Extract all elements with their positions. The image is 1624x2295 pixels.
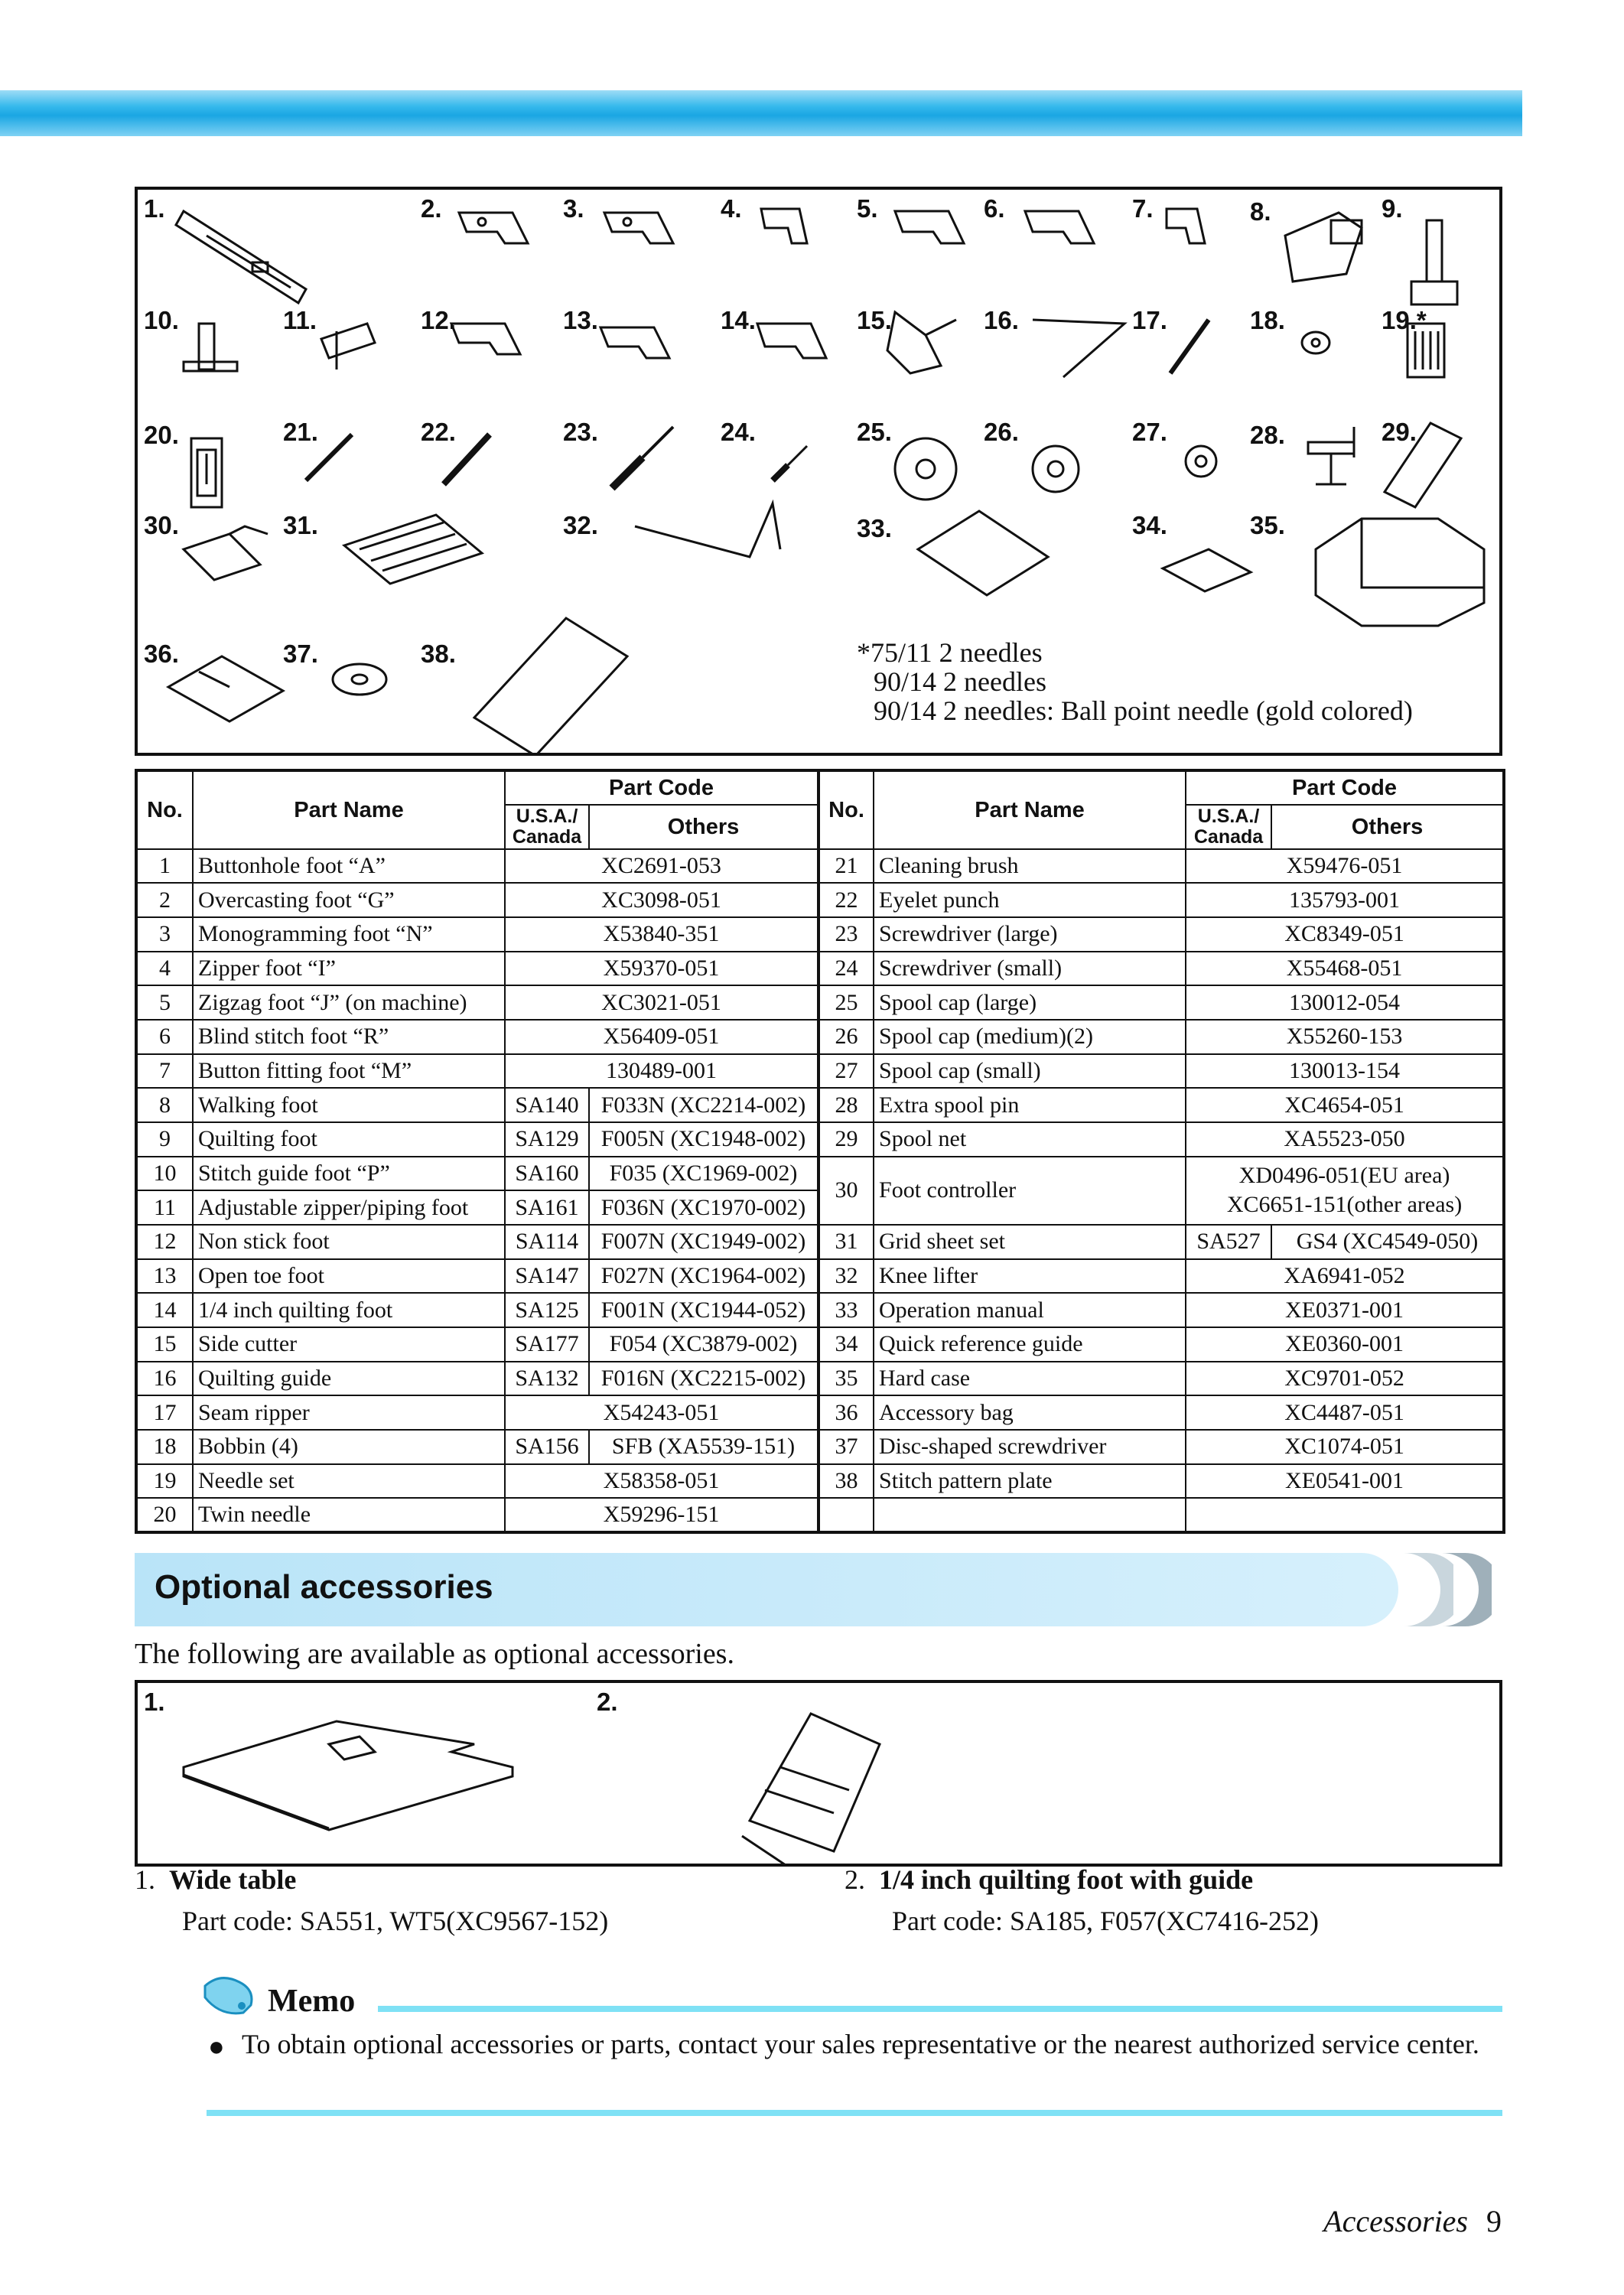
part-code-usa: SA177 [505,1327,589,1362]
part-name: Extra spool pin [874,1088,1186,1122]
table-row [136,1157,1504,1191]
part-code: 135793-001 [1186,883,1504,917]
footer-section: Accessories [1323,2204,1468,2238]
part-name: Seam ripper [193,1395,505,1430]
part-code: XC4654-051 [1186,1088,1504,1122]
header-part-code: Part Code [505,770,819,805]
part-name: Zigzag foot “J” (on machine) [193,985,505,1020]
part-name: Eyelet punch [874,883,1186,917]
item-label: 14. [721,306,756,334]
part-code-others: F001N (XC1944-052) [589,1293,819,1327]
eyelet-punch-icon [444,435,490,484]
spool-cap-large-icon [895,438,956,500]
walking-foot-icon [1285,213,1362,282]
wide-table-icon [184,1721,513,1830]
part-code: X55260-153 [1186,1020,1504,1054]
header-usa-canada: U.S.A./ Canada [505,805,589,849]
part-name: Hard case [874,1362,1186,1396]
part-code [1186,1157,1504,1225]
item-label: 8. [1250,197,1271,226]
part-code-usa: SA132 [505,1362,589,1396]
part-name: Spool cap (medium)(2) [874,1020,1186,1054]
presser-foot-icon [1167,209,1205,243]
part-name: Twin needle [193,1498,505,1532]
empty-cell [1186,1498,1504,1532]
part-number: 9 [136,1122,193,1157]
bullet-icon: ● [208,2030,225,2062]
part-number: 20 [136,1498,193,1532]
item-label: 36. [144,640,179,668]
part-number: 33 [819,1293,874,1327]
part-code: XE0360-001 [1186,1327,1504,1362]
memo-divider [378,2006,1502,2012]
part-code: X59476-051 [1186,849,1504,884]
part-code: X59296-151 [505,1498,819,1532]
header-no: No. [136,770,193,849]
part-number: 19 [136,1464,193,1499]
part-code-others: F016N (XC2215-002) [589,1362,819,1396]
part-number: 5 [136,985,193,1020]
part-code-usa: SA140 [505,1088,589,1122]
presser-foot-icon [1025,211,1094,243]
part-number: 4 [136,952,193,986]
item-label: 33. [857,514,892,542]
part-name: Adjustable zipper/piping foot [193,1190,505,1225]
item-label: 22. [421,418,456,446]
optional-item-2 [845,1864,1319,1937]
part-number: 3 [136,917,193,952]
part-number: 38 [819,1464,874,1499]
part-name: Foot controller [874,1157,1186,1225]
presser-foot-icon [757,324,826,358]
part-code-others: F007N (XC1949-002) [589,1225,819,1259]
part-name: Quick reference guide [874,1327,1186,1362]
table-row [136,883,1504,917]
part-code: 130013-154 [1186,1054,1504,1089]
part-code: X54243-051 [505,1395,819,1430]
item-label: 20. [144,421,179,449]
part-code-usa: SA114 [505,1225,589,1259]
item-label: 10. [144,306,179,334]
part-code-usa: SA156 [505,1430,589,1464]
item-label: 24. [721,418,756,446]
part-code-usa: SA160 [505,1157,589,1191]
stitch-guide-foot-icon [184,324,237,371]
presser-foot-icon [459,213,528,243]
part-name: Spool cap (small) [874,1054,1186,1089]
page-number: 9 [1486,2204,1502,2238]
part-number: 26 [819,1020,874,1054]
part-code: X55468-051 [1186,952,1504,986]
part-number: 22 [819,883,874,917]
item-label: 16. [984,306,1019,334]
table-row [136,1498,1504,1532]
item-label: 30. [144,511,179,539]
part-name: Side cutter [193,1327,505,1362]
item-label: 1. [144,194,165,223]
part-number: 6 [136,1020,193,1054]
part-number: 24 [819,952,874,986]
empty-cell [819,1498,874,1532]
needle-note [857,638,1413,725]
part-number: 37 [819,1430,874,1464]
disc-screwdriver-icon [333,664,386,695]
item-label: 4. [721,194,742,223]
spool-cap-medium-icon [1033,446,1079,492]
part-number: 10 [136,1157,193,1191]
item-label: 27. [1132,418,1167,446]
part-name: Open toe foot [193,1259,505,1294]
table-row [136,1362,1504,1396]
part-number: 16 [136,1362,193,1396]
part-number: 18 [136,1430,193,1464]
needle-note-line2: 90/14 2 needles [874,666,1046,697]
part-code-others: F033N (XC2214-002) [589,1088,819,1122]
needle-note-line1: *75/11 2 needles [857,637,1043,668]
item-label: 31. [283,511,318,539]
part-code-others: F035 (XC1969-002) [589,1157,819,1191]
part-number: 13 [136,1259,193,1294]
item-label: 12. [421,306,456,334]
part-number: 23 [819,917,874,952]
part-code: XC1074-051 [1186,1430,1504,1464]
part-name: Disc-shaped screwdriver [874,1430,1186,1464]
presser-foot-icon [761,209,807,243]
part-code-others: SFB (XA5539-151) [589,1430,819,1464]
optional-item-1 [135,1864,608,1937]
part-number: 35 [819,1362,874,1396]
operation-manual-icon [918,511,1048,595]
optional-intro: The following are available as optional accessories. [135,1638,734,1670]
part-name: Knee lifter [874,1259,1186,1294]
item-label: 25. [857,418,892,446]
part-name: Monogramming foot “N” [193,917,505,952]
item-label: 11. [283,306,317,334]
cleaning-brush-icon [306,435,352,480]
part-name: Zipper foot “I” [193,952,505,986]
part-number: 31 [819,1225,874,1259]
part-name: Stitch pattern plate [874,1464,1186,1499]
part-code-others: GS4 (XC4549-050) [1271,1225,1504,1259]
needle-note-line3: 90/14 2 needles: Ball point needle (gold colored) [874,695,1413,726]
seam-ripper-icon [1170,320,1209,373]
quilting-guide-icon [1033,320,1124,377]
quick-reference-icon [1163,549,1251,591]
part-code: X53840-351 [505,917,819,952]
spool-net-icon [1385,423,1461,507]
presser-foot-icon [451,324,520,354]
part-code: XE0541-001 [1186,1464,1504,1499]
optional-illustrations [138,1683,1499,1864]
item-label: 23. [563,418,598,446]
screwdriver-large-icon [612,427,673,488]
item-title: 1/4 inch quilting foot with guide [879,1864,1254,1895]
part-code: XE0371-001 [1186,1293,1504,1327]
part-number: 32 [819,1259,874,1294]
part-number: 1 [136,849,193,884]
part-code: X56409-051 [505,1020,819,1054]
part-name: 1/4 inch quilting foot [193,1293,505,1327]
part-number: 30 [819,1157,874,1225]
quilting-foot-icon [1411,220,1457,304]
spool-cap-small-icon [1186,446,1216,477]
part-code-usa: SA147 [505,1259,589,1294]
part-code-others: F005N (XC1948-002) [589,1122,819,1157]
part-name: Quilting foot [193,1122,505,1157]
part-code: XC3098-051 [505,883,819,917]
part-code: X59370-051 [505,952,819,986]
header-usa-canada: U.S.A./ Canada [1186,805,1271,849]
grid-sheet-icon [344,515,482,584]
item-label: 26. [984,418,1019,446]
header-part-name: Part Name [193,770,505,849]
part-name: Overcasting foot “G” [193,883,505,917]
item-part-code: Part code: SA185, F057(XC7416-252) [892,1906,1319,1936]
item-label: 28. [1250,421,1285,449]
part-name: Operation manual [874,1293,1186,1327]
part-number: 14 [136,1293,193,1327]
part-code: 130012-054 [1186,985,1504,1020]
part-number: 34 [819,1327,874,1362]
parts-table [135,769,1505,1534]
part-name: Blind stitch foot “R” [193,1020,505,1054]
part-number: 11 [136,1190,193,1225]
part-name: Spool cap (large) [874,985,1186,1020]
presser-foot-icon [600,327,669,358]
item-label: 21. [283,418,318,446]
header-part-name: Part Name [874,770,1186,849]
part-code-line: XD0496-051(EU area) [1238,1163,1450,1189]
table-row [136,1293,1504,1327]
table-row [136,1464,1504,1499]
accessory-bag-icon [168,656,283,721]
item-label: 2. [597,1688,618,1716]
part-name: Bobbin (4) [193,1430,505,1464]
part-number: 8 [136,1088,193,1122]
part-code-others: F054 (XC3879-002) [589,1327,819,1362]
item-label: 37. [283,640,318,668]
part-number: 2 [136,883,193,917]
optional-accessories-header [135,1553,1398,1626]
part-code: 130489-001 [505,1054,819,1089]
part-code: XA6941-052 [1186,1259,1504,1294]
table-row [136,917,1504,952]
part-number: 36 [819,1395,874,1430]
memo-bell-icon [197,1971,259,2017]
part-code: XC2691-053 [505,849,819,884]
header-no: No. [819,770,874,849]
memo-text: To obtain optional accessories or parts, contact your sales representative or the nearest authorized service center. [242,2029,1479,2059]
table-row [136,985,1504,1020]
part-name: Non stick foot [193,1225,505,1259]
part-code: X58358-051 [505,1464,819,1499]
part-code: XC3021-051 [505,985,819,1020]
knee-lifter-icon [635,503,780,557]
header-part-code: Part Code [1186,770,1504,805]
part-number: 12 [136,1225,193,1259]
part-name: Grid sheet set [874,1225,1186,1259]
part-number: 29 [819,1122,874,1157]
foot-controller-icon [184,526,268,580]
part-number: 28 [819,1088,874,1122]
memo-bottom-divider [207,2110,1502,2116]
item-label: 29. [1382,418,1417,446]
header-others: Others [1271,805,1504,849]
part-code-usa: SA125 [505,1293,589,1327]
extra-spool-pin-icon [1308,427,1354,484]
item-label: 9. [1382,194,1403,223]
part-name: Stitch guide foot “P” [193,1157,505,1191]
item-label: 1. [144,1688,165,1716]
stitch-plate-icon [474,618,627,753]
part-name: Cleaning brush [874,849,1186,884]
part-number: 17 [136,1395,193,1430]
part-number: 25 [819,985,874,1020]
header-others: Others [589,805,819,849]
item-label: 38. [421,640,456,668]
part-code-others: F027N (XC1964-002) [589,1259,819,1294]
item-label: 19.* [1382,306,1427,334]
section-title: Optional accessories [155,1568,493,1606]
item-label: 13. [563,306,598,334]
table-row [136,849,1504,884]
side-cutter-icon [887,312,956,373]
empty-cell [874,1498,1186,1532]
item-label: 17. [1132,306,1167,334]
part-code-line: XC6651-151(other areas) [1226,1192,1463,1218]
table-row [136,952,1504,986]
item-label: 7. [1132,194,1154,223]
table-row [136,1020,1504,1054]
table-row [136,1225,1504,1259]
part-name: Quilting guide [193,1362,505,1396]
item-label: 2. [421,194,442,223]
item-number: 2. [845,1864,865,1895]
item-number: 1. [135,1864,155,1895]
table-row [136,1122,1504,1157]
presser-foot-icon [604,213,673,243]
part-name: Button fitting foot “M” [193,1054,505,1089]
table-row [136,1088,1504,1122]
part-code-usa: SA161 [505,1190,589,1225]
top-color-band [0,90,1522,136]
optional-figure [135,1680,1502,1867]
part-name: Buttonhole foot “A” [193,849,505,884]
twin-needle-icon [191,438,222,507]
part-name: Screwdriver (large) [874,917,1186,952]
part-number: 27 [819,1054,874,1089]
buttonhole-foot-icon [176,211,306,303]
part-name: Walking foot [193,1088,505,1122]
part-code: XA5523-050 [1186,1122,1504,1157]
zipper-foot-icon [321,324,375,369]
part-code: XC4487-051 [1186,1395,1504,1430]
part-number: 7 [136,1054,193,1089]
needle-set-icon [1408,324,1444,377]
item-label: 3. [563,194,584,223]
part-code-usa: SA527 [1186,1225,1271,1259]
part-code-usa: SA129 [505,1122,589,1157]
memo-title: Memo [268,1984,356,2019]
accessories-figure [135,187,1502,756]
item-label: 18. [1250,306,1285,334]
part-number: 21 [819,849,874,884]
table-row [136,1054,1504,1089]
chevron-icon [1438,1553,1492,1626]
part-code-others: F036N (XC1970-002) [589,1190,819,1225]
table-row [136,1327,1504,1362]
part-name: Needle set [193,1464,505,1499]
table-row [136,1430,1504,1464]
item-label: 15. [857,306,892,334]
table-row [136,1395,1504,1430]
item-label: 35. [1250,511,1285,539]
item-part-code: Part code: SA551, WT5(XC9567-152) [182,1906,609,1936]
part-code: XC8349-051 [1186,917,1504,952]
item-label: 5. [857,194,878,223]
hard-case-icon [1316,519,1484,626]
item-label: 34. [1132,511,1167,539]
screwdriver-small-icon [773,446,807,480]
page-footer [1323,2203,1502,2239]
presser-foot-icon [895,211,964,243]
part-name: Screwdriver (small) [874,952,1186,986]
item-label: 32. [563,511,598,539]
part-code: XC9701-052 [1186,1362,1504,1396]
table-row [136,1259,1504,1294]
item-title: Wide table [169,1864,297,1895]
quilting-foot-guide-icon [742,1714,880,1864]
part-name: Spool net [874,1122,1186,1157]
part-name: Accessory bag [874,1395,1186,1430]
part-number: 15 [136,1327,193,1362]
item-label: 6. [984,194,1005,223]
bobbin-icon [1302,332,1329,353]
